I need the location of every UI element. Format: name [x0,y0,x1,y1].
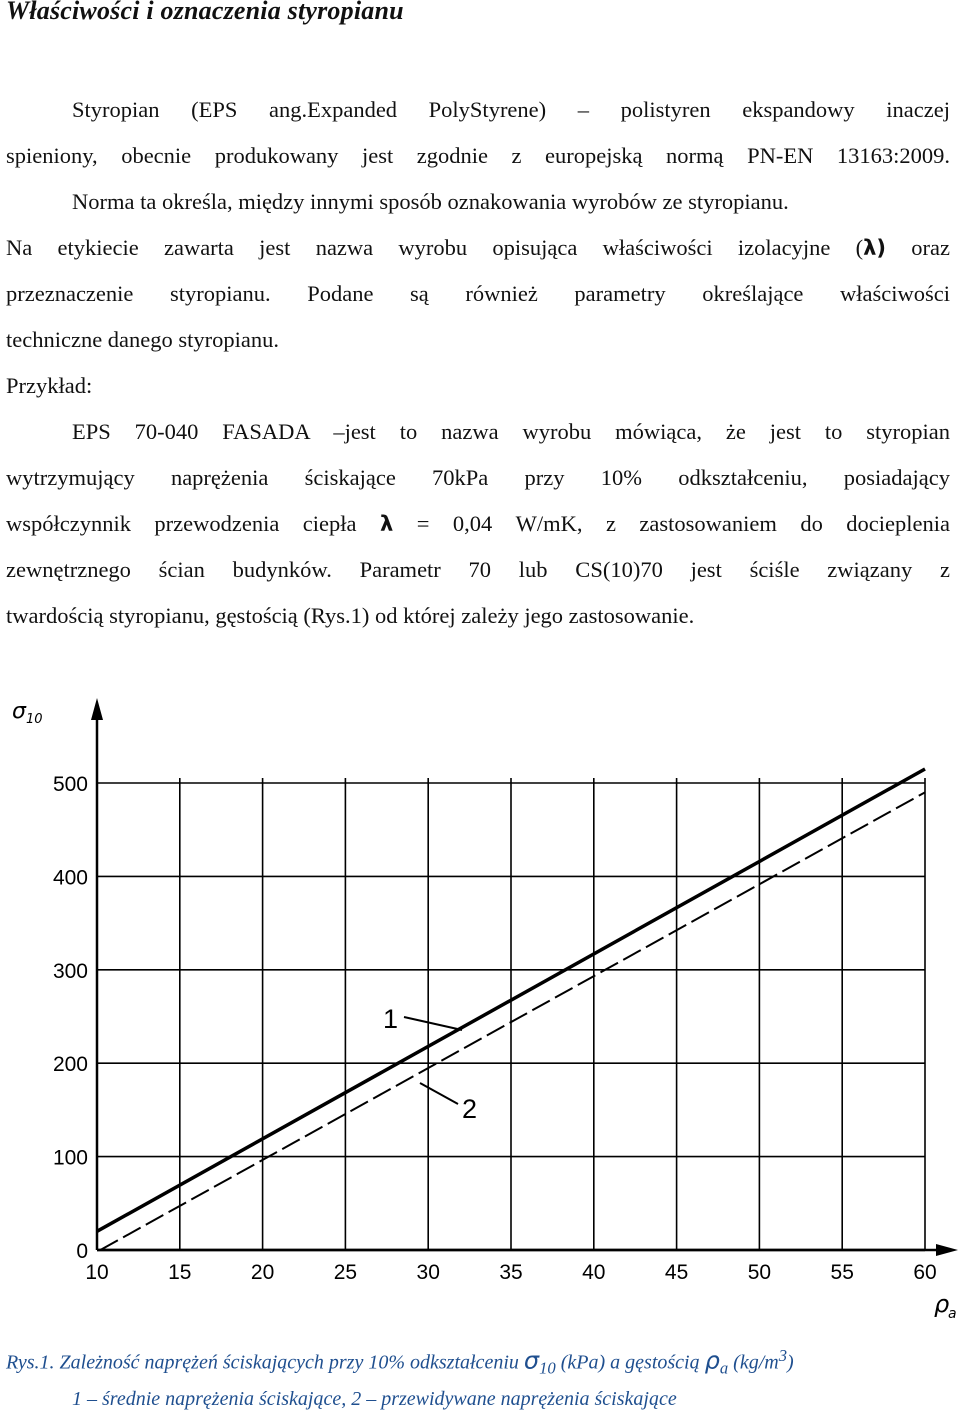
annotation-label-2: 2 [462,1094,478,1124]
paragraph-1-line-4 [6,233,950,263]
annotation-label-1: 1 [383,1004,399,1034]
paragraph-1-line-2: spieniony, obecnie produkowany jest zgodnie z europejską normą PN-EN 13163:2009. [6,143,950,168]
series-line-2 [100,792,925,1250]
x-tick-label: 60 [913,1261,937,1284]
unit-superscript: 3 [778,1346,788,1365]
y-tick-label: 500 [52,773,88,796]
sigma-symbol: σ [523,1346,540,1375]
x-tick-label: 40 [582,1261,606,1284]
caption-text: (kPa) a gęstością [555,1351,705,1374]
y-axis-label-subscript: 10 [26,712,43,727]
x-tick-label: 30 [416,1261,440,1284]
text-segment: = 0,04 W/mK, z zastosowaniem do docieplenia [393,511,950,536]
x-tick-label: 20 [250,1261,275,1284]
x-tick-label: 15 [168,1261,192,1284]
x-tick-label: 50 [747,1261,772,1284]
x-tick-label: 55 [830,1261,854,1284]
y-tick-label: 0 [76,1240,88,1263]
paragraph-2-line-2: wytrzymujący naprężenia ściskające 70kPa przy 10% odkształceniu, posiadający [6,465,950,490]
x-axis-label-subscript: a [948,1306,957,1322]
paragraph-2-line-3 [6,509,950,539]
lambda-symbol: λ [379,512,394,536]
caption-text: Zależność naprężeń ściskających przy 10% odkształceniu [54,1351,524,1374]
x-tick-label: 10 [85,1261,109,1284]
lambda-symbol: λ) [863,236,886,260]
x-tick-label: 45 [664,1261,689,1284]
paragraph-1-line-5: przeznaczenie styropianu. Podane są również parametry określające właściwości [6,281,950,306]
y-tick-label: 400 [52,866,88,890]
rho-subscript: a [719,1358,729,1378]
y-axis-arrow [91,698,103,720]
example-label: Przykład: [6,373,93,398]
x-tick-label: 25 [333,1261,358,1284]
rho-symbol: ρ [704,1346,720,1375]
paragraph-1-line-3: Norma ta określa, między innymi sposób oznakowania wyrobów ze styropianu. [72,189,789,214]
paragraph-1-line-6: techniczne danego styropianu. [6,327,280,352]
figure-caption [6,1346,794,1379]
sigma-subscript: 10 [539,1358,556,1378]
y-tick-label: 100 [52,1146,88,1170]
x-tick-label: 35 [499,1261,523,1284]
paragraph-2-line-1: EPS 70-040 FASADA –jest to nazwa wyrobu mówiąca, że jest to styropian [72,419,950,444]
figure-legend-caption: 1 – średnie naprężenia ściskające, 2 – przewidywane naprężenia ściskające [72,1388,677,1410]
caption-text: ) [787,1351,794,1374]
x-axis-label: ρ [934,1290,950,1318]
y-tick-label: 200 [52,1053,88,1077]
x-axis-arrow [936,1244,958,1256]
annotation-leader-2 [420,1083,458,1104]
paragraph-2-line-5: twardością styropianu, gęstością (Rys.1) od której zależy jego zastosowanie. [6,603,695,628]
caption-prefix: Rys.1. [6,1351,55,1374]
annotation-leader-1 [404,1017,462,1030]
paragraph-1-line-1: Styropian (EPS ang.Expanded PolyStyrene) – polistyren ekspandowy inaczej [72,97,950,122]
y-axis-label: σ [12,699,26,724]
text-segment: Na etykiecie zawarta jest nazwa wyrobu opisująca właściwości izolacyjne ( [6,235,864,260]
page-title: Właściwości i oznaczenia styropianu [6,0,404,25]
stress-density-chart [0,690,960,1330]
text-segment: współczynnik przewodzenia ciepła [6,511,380,536]
y-tick-label: 300 [52,959,88,983]
caption-text: (kg/m [728,1351,779,1374]
paragraph-2-line-4: zewnętrznego ścian budynków. Parametr 70 lub CS(10)70 jest ściśle związany z [6,557,950,582]
text-segment: oraz [886,235,950,260]
